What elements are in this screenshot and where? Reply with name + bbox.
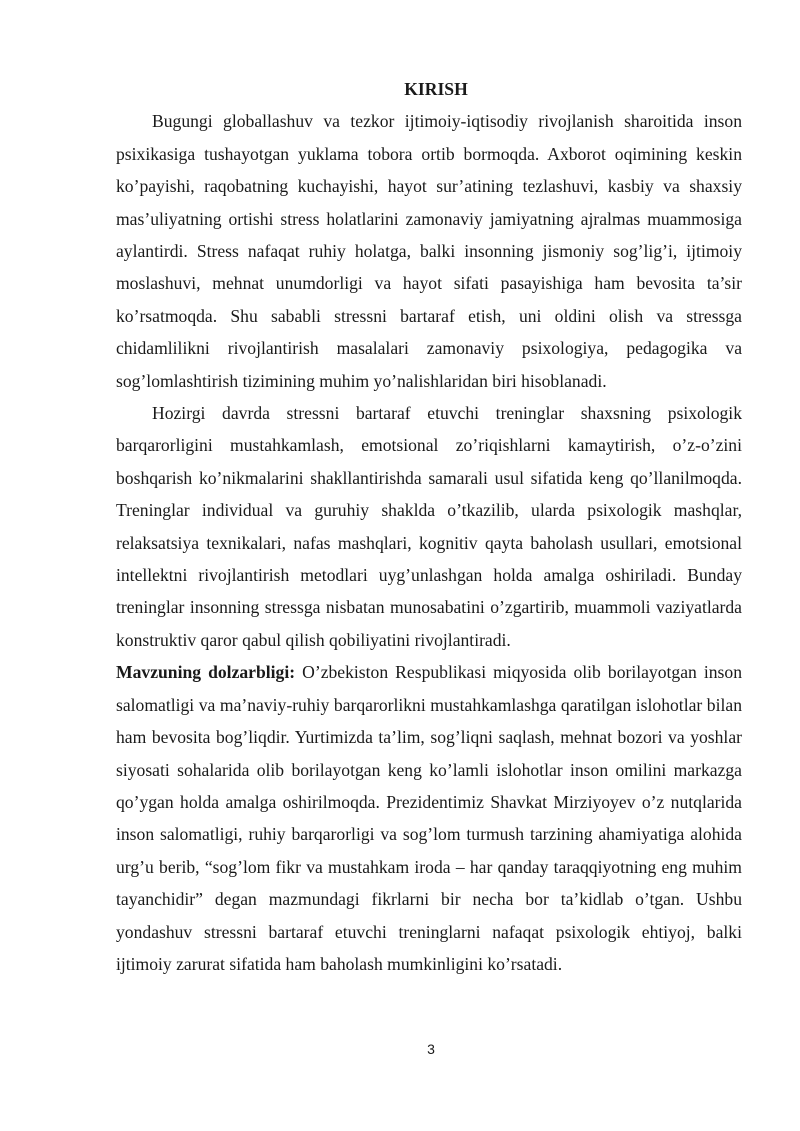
relevance-lead: Mavzuning dolzarbligi: — [116, 662, 296, 683]
document-body — [116, 73, 742, 980]
page-number: 3 — [427, 1041, 435, 1057]
paragraph-intro: Bugungi globallashuv va tezkor ijtimoiy-iqtisodiy rivojlanish sharoitida inson psixikasiga tushayotgan yuklama tobora ortib bormoqda. Axborot oqimining keskin ko’payishi, raqobatning kuchayishi, hayot sur’atining tezlashuvi, kasbiy va shaxsiy mas’uliyatning ortishi stress holatlarini zamonaviy jamiyatning ajralmas muammosiga aylantirdi. Stress nafaqat ruhiy holatga, balki insonning jismoniy sog’lig’i, ijtimoiy moslashuvi, mehnat unumdorligi va hayot sifati pasayishiga ham bevosita ta’sir ko’rsatmoqda. Shu sababli stressni bartaraf etish, uni oldini olish va stressga chidamlilikni rivojlantirish masalalari zamonaviy psixologiya, pedagogika va sog’lomlashtirish tizimining muhim yo’nalishlaridan biri hisoblanadi. — [116, 111, 742, 391]
paragraph-trainings: Hozirgi davrda stressni bartaraf etuvchi treninglar shaxsning psixologik barqarorligini mustahkamlash, emotsional zo’riqishlarni kamaytirish, o’z-o’zini boshqarish ko’nikmalarini shakllantirishda samarali usul sifatida keng qo’llanilmoqda. Treninglar individual va guruhiy shaklda o’tkazilib, ularda psixologik mashqlar, relaksatsiya texnikalari, nafas mashqlari, kognitiv qayta baholash usullari, emotsional intellektni rivojlantirish metodlari uyg’unlashgan holda amalga oshiriladi. Bunday treninglar insonning stressga nisbatan munosabatini o’zgartirib, muammoli vaziyatlarda konstruktiv qaror qabul qilish qobiliyatini rivojlantiradi. — [116, 403, 742, 650]
paragraph-relevance — [116, 656, 742, 980]
relevance-text: O’zbekiston Respublikasi miqyosida olib borilayotgan inson salomatligi va ma’naviy-ruhiy barqarorlikni mustahkamlashga qaratilgan islohotlar bilan ham bevosita bog’liqdir. Yurtimizda ta’lim, sog’liqni saqlash, mehnat bozori va yoshlar siyosati sohalarida olib borilayotgan keng ko’lamli islohotlar inson omilini markazga qo’ygan holda amalga oshirilmoqda. Prezidentimiz Shavkat Mirziyoyev o’z nutqlarida inson salomatligi, ruhiy barqarorligi va sog’lom turmush tarzining ahamiyatiga alohida urg’u berib, “sog’lom fikr va mustahkam iroda – har qanday taraqqiyotning eng muhim tayanchidir” degan mazmundagi fikrlarni bir necha bor ta’kidlab o’tgan. Ushbu yondashuv stressni bartaraf etuvchi treninglarni nafaqat psixologik ehtiyoj, balki ijtimoiy zarurat sifatida ham baholash mumkinligini ko’rsatadi. — [116, 662, 742, 974]
section-heading: KIRISH — [404, 79, 468, 99]
